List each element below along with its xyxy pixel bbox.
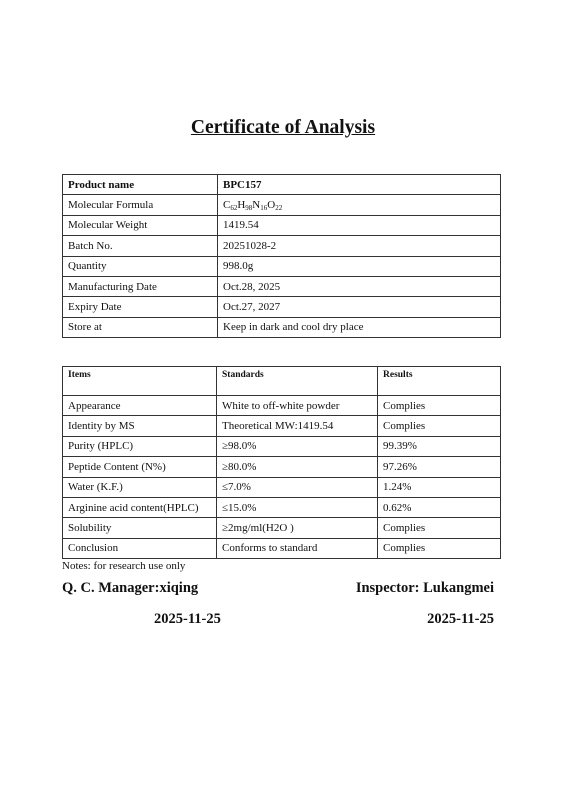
table-row bbox=[63, 477, 501, 497]
quantity-value: 998.0g bbox=[218, 256, 501, 276]
formula-n: N bbox=[252, 199, 261, 212]
molecular-weight-value: 1419.54 bbox=[218, 215, 501, 235]
expiry-date-label: Expiry Date bbox=[63, 297, 218, 317]
test-item: Purity (HPLC) bbox=[63, 436, 217, 456]
table-row bbox=[63, 518, 501, 538]
results-header: Results bbox=[378, 367, 501, 396]
table-row bbox=[63, 457, 501, 477]
table-header-row bbox=[63, 367, 501, 396]
molecular-formula-value bbox=[218, 195, 501, 215]
test-result: 0.62% bbox=[378, 497, 501, 517]
table-row bbox=[63, 195, 501, 215]
test-result: Complies bbox=[378, 538, 501, 558]
formula-c: C bbox=[223, 199, 231, 212]
test-standard: ≥98.0% bbox=[217, 436, 378, 456]
qc-manager-date: 2025-11-25 bbox=[154, 611, 221, 627]
test-result: Complies bbox=[378, 518, 501, 538]
test-standard: ≤7.0% bbox=[217, 477, 378, 497]
test-standard: ≤15.0% bbox=[217, 497, 378, 517]
formula-o: O bbox=[267, 199, 276, 212]
inspector-signature: Inspector: Lukangmei bbox=[355, 580, 494, 596]
test-result: 99.39% bbox=[378, 436, 501, 456]
batch-no-label: Batch No. bbox=[63, 236, 218, 256]
batch-no-value: 20251028-2 bbox=[218, 236, 501, 256]
table-row bbox=[63, 497, 501, 517]
test-result: 97.26% bbox=[378, 457, 501, 477]
test-item: Water (K.F.) bbox=[63, 477, 217, 497]
notes-text: Notes: for research use only bbox=[62, 560, 186, 572]
test-result: Complies bbox=[378, 416, 501, 436]
formula-h-count: 98 bbox=[245, 204, 253, 213]
inspector-date: 2025-11-25 bbox=[427, 611, 494, 627]
formula-n-count: 16 bbox=[260, 204, 268, 213]
table-row bbox=[63, 236, 501, 256]
manufacturing-date-value: Oct.28, 2025 bbox=[218, 276, 501, 296]
items-header: Items bbox=[63, 367, 217, 396]
table-row bbox=[63, 276, 501, 296]
molecular-formula-label: Molecular Formula bbox=[63, 195, 218, 215]
standards-header: Standards bbox=[217, 367, 378, 396]
table-row bbox=[63, 297, 501, 317]
table-row bbox=[63, 215, 501, 235]
formula-h: H bbox=[237, 199, 246, 212]
test-item: Identity by MS bbox=[63, 416, 217, 436]
test-item: Appearance bbox=[63, 396, 217, 416]
product-info-table bbox=[62, 174, 501, 338]
test-result: 1.24% bbox=[378, 477, 501, 497]
document-title: Certificate of Analysis bbox=[190, 117, 376, 138]
table-row bbox=[63, 256, 501, 276]
test-standard: Theoretical MW:1419.54 bbox=[217, 416, 378, 436]
table-row bbox=[63, 436, 501, 456]
test-standard: White to off-white powder bbox=[217, 396, 378, 416]
product-name-value: BPC157 bbox=[218, 175, 501, 195]
table-row bbox=[63, 396, 501, 416]
formula-c-count: 62 bbox=[230, 204, 238, 213]
test-item: Arginine acid content(HPLC) bbox=[63, 497, 217, 517]
store-at-value: Keep in dark and cool dry place bbox=[218, 317, 501, 337]
test-item: Solubility bbox=[63, 518, 217, 538]
test-result: Complies bbox=[378, 396, 501, 416]
quantity-label: Quantity bbox=[63, 256, 218, 276]
formula-o-count: 22 bbox=[275, 204, 283, 213]
table-row bbox=[63, 175, 501, 195]
expiry-date-value: Oct.27, 2027 bbox=[218, 297, 501, 317]
qc-manager-signature: Q. C. Manager:xiqing bbox=[62, 580, 199, 596]
manufacturing-date-label: Manufacturing Date bbox=[63, 276, 218, 296]
store-at-label: Store at bbox=[63, 317, 218, 337]
test-standard: Conforms to standard bbox=[217, 538, 378, 558]
test-item: Conclusion bbox=[63, 538, 217, 558]
table-row bbox=[63, 317, 501, 337]
test-standard: ≥80.0% bbox=[217, 457, 378, 477]
product-name-label: Product name bbox=[63, 175, 218, 195]
test-standard: ≥2mg/ml(H2O ) bbox=[217, 518, 378, 538]
test-item: Peptide Content (N%) bbox=[63, 457, 217, 477]
table-row bbox=[63, 416, 501, 436]
molecular-weight-label: Molecular Weight bbox=[63, 215, 218, 235]
test-results-table bbox=[62, 366, 501, 559]
table-row bbox=[63, 538, 501, 558]
